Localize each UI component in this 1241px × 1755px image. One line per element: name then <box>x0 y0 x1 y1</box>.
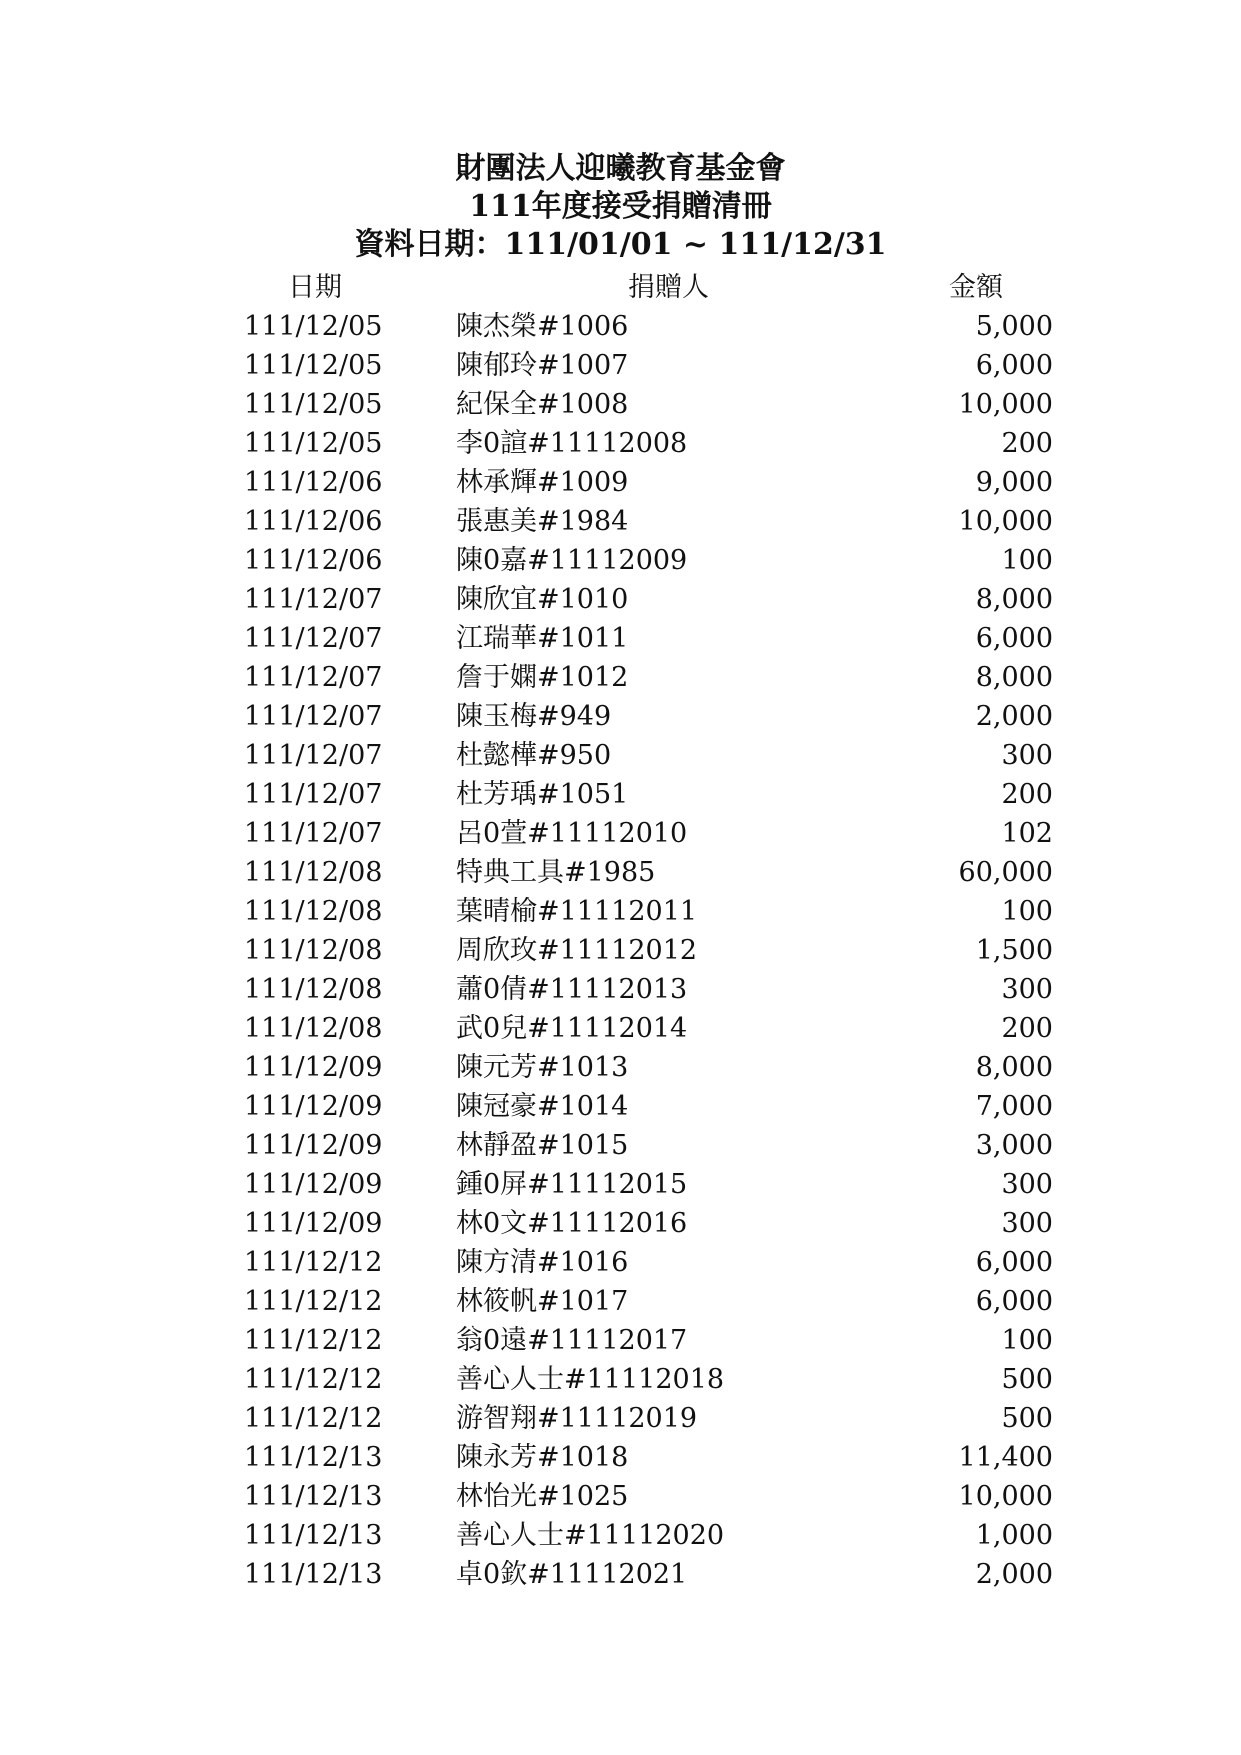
row-amount: 2,000 <box>975 701 1053 732</box>
table-row <box>0 1399 1241 1438</box>
table-row <box>0 1087 1241 1126</box>
row-amount: 11,400 <box>958 1442 1053 1473</box>
table-row <box>0 697 1241 736</box>
row-donor: 鍾0屏#11112015 <box>456 1169 688 1200</box>
row-date: 111/12/12 <box>244 1286 383 1317</box>
row-donor: 陳元芳#1013 <box>456 1052 629 1083</box>
column-header-amount: 金額 <box>949 272 1003 303</box>
row-date: 111/12/05 <box>244 350 383 381</box>
row-amount: 200 <box>1001 428 1053 459</box>
table-row <box>0 1243 1241 1282</box>
table-row <box>0 502 1241 541</box>
row-amount: 9,000 <box>975 467 1053 498</box>
row-donor: 周欣玫#11112012 <box>456 935 698 966</box>
row-donor: 游智翔#11112019 <box>456 1403 698 1434</box>
row-donor: 林0文#11112016 <box>456 1208 688 1239</box>
row-amount: 8,000 <box>975 662 1053 693</box>
row-amount: 200 <box>1001 1013 1053 1044</box>
row-date: 111/12/07 <box>244 740 383 771</box>
table-row <box>0 1477 1241 1516</box>
row-amount: 500 <box>1001 1364 1053 1395</box>
row-donor: 李0諠#11112008 <box>456 428 688 459</box>
table-row <box>0 1360 1241 1399</box>
table-row <box>0 892 1241 931</box>
row-donor: 陳0嘉#11112009 <box>456 545 688 576</box>
table-row <box>0 580 1241 619</box>
table-row <box>0 1516 1241 1555</box>
row-amount: 300 <box>1001 974 1053 1005</box>
row-amount: 7,000 <box>975 1091 1053 1122</box>
report-title: 111年度接受捐贈清冊 <box>469 189 772 224</box>
row-amount: 300 <box>1001 740 1053 771</box>
row-date: 111/12/13 <box>244 1520 383 1551</box>
row-date: 111/12/09 <box>244 1052 383 1083</box>
table-row <box>0 424 1241 463</box>
row-amount: 8,000 <box>975 1052 1053 1083</box>
row-amount: 500 <box>1001 1403 1053 1434</box>
row-date: 111/12/09 <box>244 1169 383 1200</box>
row-date: 111/12/08 <box>244 896 383 927</box>
row-amount: 5,000 <box>975 311 1053 342</box>
row-date: 111/12/13 <box>244 1481 383 1512</box>
row-amount: 10,000 <box>958 1481 1053 1512</box>
row-donor: 葉晴榆#11112011 <box>456 896 698 927</box>
row-date: 111/12/09 <box>244 1091 383 1122</box>
row-donor: 卓0欽#11112021 <box>456 1559 688 1590</box>
row-date: 111/12/08 <box>244 1013 383 1044</box>
row-donor: 江瑞華#1011 <box>456 623 629 654</box>
report-header <box>0 150 1241 264</box>
row-date: 111/12/12 <box>244 1364 383 1395</box>
row-date: 111/12/07 <box>244 818 383 849</box>
table-header <box>0 268 1241 307</box>
row-donor: 紀保全#1008 <box>456 389 629 420</box>
row-donor: 林靜盈#1015 <box>456 1130 629 1161</box>
table-row <box>0 658 1241 697</box>
row-donor: 蕭0倩#11112013 <box>456 974 688 1005</box>
row-amount: 10,000 <box>958 506 1053 537</box>
row-donor: 武0兒#11112014 <box>456 1013 688 1044</box>
row-date: 111/12/07 <box>244 662 383 693</box>
table-row <box>0 346 1241 385</box>
row-amount: 6,000 <box>975 1286 1053 1317</box>
row-donor: 呂0萱#11112010 <box>456 818 688 849</box>
row-date: 111/12/07 <box>244 779 383 810</box>
row-date: 111/12/09 <box>244 1130 383 1161</box>
row-date: 111/12/08 <box>244 974 383 1005</box>
table-row <box>0 541 1241 580</box>
table-row <box>0 1438 1241 1477</box>
table-row <box>0 1204 1241 1243</box>
table-row <box>0 1321 1241 1360</box>
row-date: 111/12/05 <box>244 389 383 420</box>
table-row <box>0 385 1241 424</box>
table-row <box>0 1282 1241 1321</box>
table-row <box>0 619 1241 658</box>
row-amount: 300 <box>1001 1169 1053 1200</box>
row-date: 111/12/08 <box>244 857 383 888</box>
row-donor: 林筱帆#1017 <box>456 1286 629 1317</box>
row-donor: 陳玉梅#949 <box>456 701 612 732</box>
table-row <box>0 1009 1241 1048</box>
row-date: 111/12/06 <box>244 545 383 576</box>
row-amount: 6,000 <box>975 1247 1053 1278</box>
row-amount: 200 <box>1001 779 1053 810</box>
table-row <box>0 463 1241 502</box>
row-amount: 10,000 <box>958 389 1053 420</box>
row-amount: 3,000 <box>975 1130 1053 1161</box>
row-amount: 2,000 <box>975 1559 1053 1590</box>
column-header-date: 日期 <box>288 272 342 303</box>
row-date: 111/12/09 <box>244 1208 383 1239</box>
row-amount: 1,500 <box>975 935 1053 966</box>
row-donor: 詹于嫻#1012 <box>456 662 629 693</box>
row-amount: 100 <box>1001 545 1053 576</box>
row-donor: 陳冠豪#1014 <box>456 1091 629 1122</box>
row-donor: 杜懿樺#950 <box>456 740 612 771</box>
row-amount: 6,000 <box>975 350 1053 381</box>
row-donor: 陳杰榮#1006 <box>456 311 629 342</box>
table-row <box>0 1555 1241 1594</box>
row-donor: 杜芳瑀#1051 <box>456 779 629 810</box>
row-donor: 善心人士#11112020 <box>456 1520 725 1551</box>
row-amount: 100 <box>1001 896 1053 927</box>
row-donor: 張惠美#1984 <box>456 506 629 537</box>
table-row <box>0 970 1241 1009</box>
row-date: 111/12/12 <box>244 1403 383 1434</box>
row-date: 111/12/06 <box>244 506 383 537</box>
row-donor: 林承輝#1009 <box>456 467 629 498</box>
row-donor: 陳方清#1016 <box>456 1247 629 1278</box>
row-amount: 102 <box>1001 818 1053 849</box>
row-date: 111/12/07 <box>244 701 383 732</box>
row-date: 111/12/08 <box>244 935 383 966</box>
row-date: 111/12/07 <box>244 623 383 654</box>
row-date: 111/12/13 <box>244 1559 383 1590</box>
row-donor: 陳郁玲#1007 <box>456 350 629 381</box>
row-date: 111/12/12 <box>244 1325 383 1356</box>
row-amount: 60,000 <box>958 857 1053 888</box>
table-row <box>0 931 1241 970</box>
table-row <box>0 736 1241 775</box>
column-header-donor: 捐贈人 <box>628 272 709 303</box>
table-row <box>0 814 1241 853</box>
row-amount: 300 <box>1001 1208 1053 1239</box>
org-name: 財團法人迎曦教育基金會 <box>455 151 786 186</box>
table-row <box>0 775 1241 814</box>
table-row <box>0 1165 1241 1204</box>
table-row <box>0 307 1241 346</box>
row-donor: 陳永芳#1018 <box>456 1442 629 1473</box>
row-donor: 林怡光#1025 <box>456 1481 629 1512</box>
row-date: 111/12/05 <box>244 428 383 459</box>
row-amount: 100 <box>1001 1325 1053 1356</box>
row-date: 111/12/13 <box>244 1442 383 1473</box>
table-row <box>0 1048 1241 1087</box>
row-donor: 陳欣宜#1010 <box>456 584 629 615</box>
row-donor: 善心人士#11112018 <box>456 1364 725 1395</box>
row-amount: 6,000 <box>975 623 1053 654</box>
row-amount: 1,000 <box>975 1520 1053 1551</box>
table-row <box>0 853 1241 892</box>
table-row <box>0 1126 1241 1165</box>
row-date: 111/12/06 <box>244 467 383 498</box>
row-date: 111/12/12 <box>244 1247 383 1278</box>
date-range: 資料日期：111/01/01 ~ 111/12/31 <box>354 227 887 262</box>
row-date: 111/12/05 <box>244 311 383 342</box>
row-amount: 8,000 <box>975 584 1053 615</box>
row-donor: 翁0遠#11112017 <box>456 1325 688 1356</box>
row-donor: 特典工具#1985 <box>456 857 656 888</box>
row-date: 111/12/07 <box>244 584 383 615</box>
